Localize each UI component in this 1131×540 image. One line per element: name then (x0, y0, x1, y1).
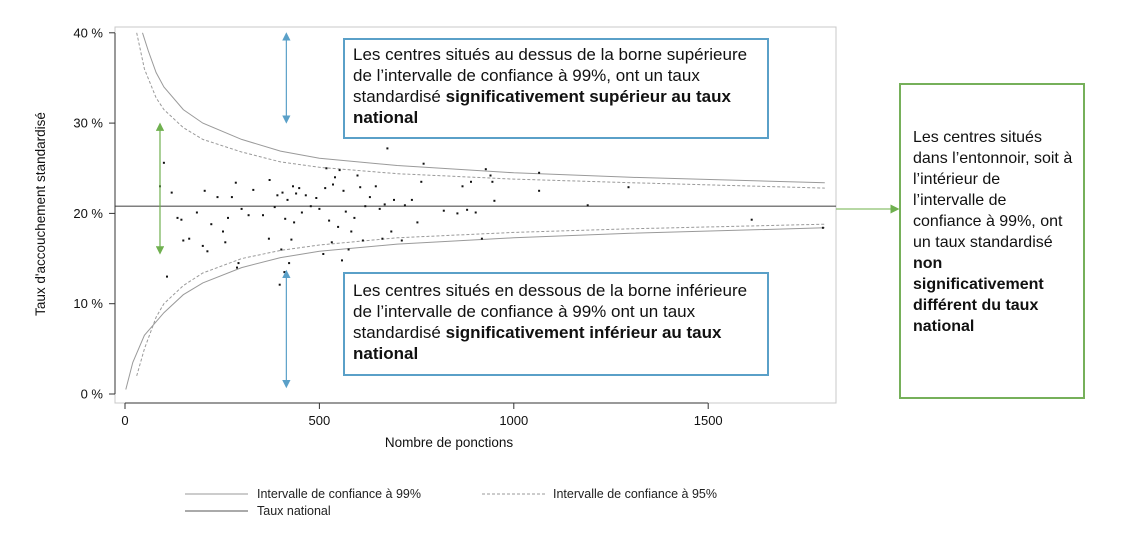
data-point (369, 196, 371, 198)
data-point (379, 208, 381, 210)
data-point (238, 262, 240, 264)
data-point (334, 176, 336, 178)
data-point (350, 231, 352, 233)
data-point (362, 240, 364, 242)
data-point (343, 190, 345, 192)
callout-top-text: Les centres situés au dessus de la borne supérieure de l’intervalle de confiance à 99%, ont un taux standardisé (353, 45, 748, 106)
data-point (328, 220, 330, 222)
data-point (241, 208, 243, 210)
data-point (470, 181, 472, 183)
data-point (481, 238, 483, 240)
data-point (751, 219, 753, 221)
callout-bottom-text: Les centres situés en dessous de la borne inférieure de l’intervalle de confiance à 99% ont un taux standardisé (353, 281, 748, 342)
data-point (293, 221, 295, 223)
data-point (420, 181, 422, 183)
data-point (315, 197, 317, 199)
data-point (227, 217, 229, 219)
data-point (210, 223, 212, 225)
callout-bottom-bold: significativement inférieur au taux national (353, 323, 722, 363)
data-point (332, 184, 334, 186)
data-point (262, 214, 264, 216)
data-point (280, 249, 282, 251)
data-point (339, 169, 341, 171)
data-point (188, 238, 190, 240)
y-tick-label: 20 % (73, 205, 103, 221)
data-point (462, 185, 464, 187)
data-point (305, 194, 307, 196)
y-tick-label: 10 % (73, 296, 103, 312)
data-point (180, 219, 182, 221)
data-point (290, 239, 292, 241)
data-point (222, 231, 224, 233)
callout-right-bold: non significativement différent du taux national (913, 255, 1044, 335)
data-point (283, 271, 285, 273)
data-point (206, 250, 208, 252)
data-point (301, 212, 303, 214)
y-axis-label: Taux d'accouchement standardisé (33, 112, 48, 316)
data-point (318, 208, 320, 210)
x-ticks (121, 403, 722, 428)
x-tick-label: 1000 (499, 413, 529, 428)
data-point (345, 211, 347, 213)
data-point (353, 217, 355, 219)
legend (185, 487, 717, 518)
data-point (390, 231, 392, 233)
legend-ci99-label: Intervalle de confiance à 99% (257, 487, 421, 501)
y-tick-label: 40 % (73, 25, 103, 41)
x-tick-label: 1500 (693, 413, 723, 428)
data-point (202, 245, 204, 247)
data-point (337, 226, 339, 228)
data-point (423, 163, 425, 165)
data-point (404, 204, 406, 206)
data-point (287, 199, 289, 201)
data-point (491, 181, 493, 183)
data-point (393, 199, 395, 201)
data-point (268, 238, 270, 240)
data-point (475, 212, 477, 214)
data-point (466, 209, 468, 211)
data-point (279, 284, 281, 286)
data-point (182, 240, 184, 242)
data-point (276, 194, 278, 196)
data-point (411, 199, 413, 201)
callout-above-upper-limit (343, 38, 769, 139)
data-point (295, 193, 297, 195)
data-point (493, 200, 495, 202)
legend-ci95-label: Intervalle de confiance à 95% (553, 487, 717, 501)
data-point (416, 221, 418, 223)
data-point (171, 192, 173, 194)
annotation-arrows (160, 36, 286, 384)
data-point (538, 190, 540, 192)
x-tick-label: 0 (121, 413, 129, 428)
data-point (166, 276, 168, 278)
data-point (224, 241, 226, 243)
data-point (822, 227, 824, 229)
data-point (288, 262, 290, 264)
data-point (381, 238, 383, 240)
callout-top-bold: significativement supérieur au taux national (353, 87, 731, 127)
data-point (485, 168, 487, 170)
data-point (364, 205, 366, 207)
data-point (538, 172, 540, 174)
data-point (384, 203, 386, 205)
data-point (284, 218, 286, 220)
data-point (348, 249, 350, 251)
data-point (443, 210, 445, 212)
callout-inside-funnel (899, 83, 1085, 399)
data-point (292, 185, 294, 187)
data-point (298, 187, 300, 189)
data-point (386, 147, 388, 149)
data-point (310, 205, 312, 207)
y-ticks (73, 25, 115, 401)
data-point (375, 185, 377, 187)
data-point (269, 179, 271, 181)
data-point (456, 212, 458, 214)
x-axis-label: Nombre de ponctions (384, 435, 514, 450)
data-point (628, 186, 630, 188)
data-point (325, 167, 327, 169)
callout-right-text: Les centres situés dans l’entonnoir, soit à l’intérieur de l’intervalle de confiance à 99%, ont un taux standardisé (913, 129, 1073, 251)
data-point (322, 253, 324, 255)
data-point (274, 206, 276, 208)
data-point (236, 267, 238, 269)
center-points (159, 147, 824, 285)
data-point (324, 187, 326, 189)
data-point (331, 241, 333, 243)
data-point (196, 212, 198, 214)
legend-national-label: Taux national (257, 504, 331, 518)
data-point (235, 182, 237, 184)
data-point (217, 196, 219, 198)
data-point (282, 192, 284, 194)
data-point (490, 175, 492, 177)
data-point (357, 175, 359, 177)
data-point (248, 214, 250, 216)
data-point (163, 162, 165, 164)
data-point (341, 259, 343, 261)
data-point (359, 186, 361, 188)
data-point (252, 189, 254, 191)
data-point (204, 190, 206, 192)
x-tick-label: 500 (308, 413, 331, 428)
y-tick-label: 30 % (73, 115, 103, 131)
data-point (177, 217, 179, 219)
y-tick-label: 0 % (80, 386, 103, 402)
data-point (231, 196, 233, 198)
callout-below-lower-limit (343, 272, 769, 376)
data-point (587, 204, 589, 206)
data-point (401, 240, 403, 242)
